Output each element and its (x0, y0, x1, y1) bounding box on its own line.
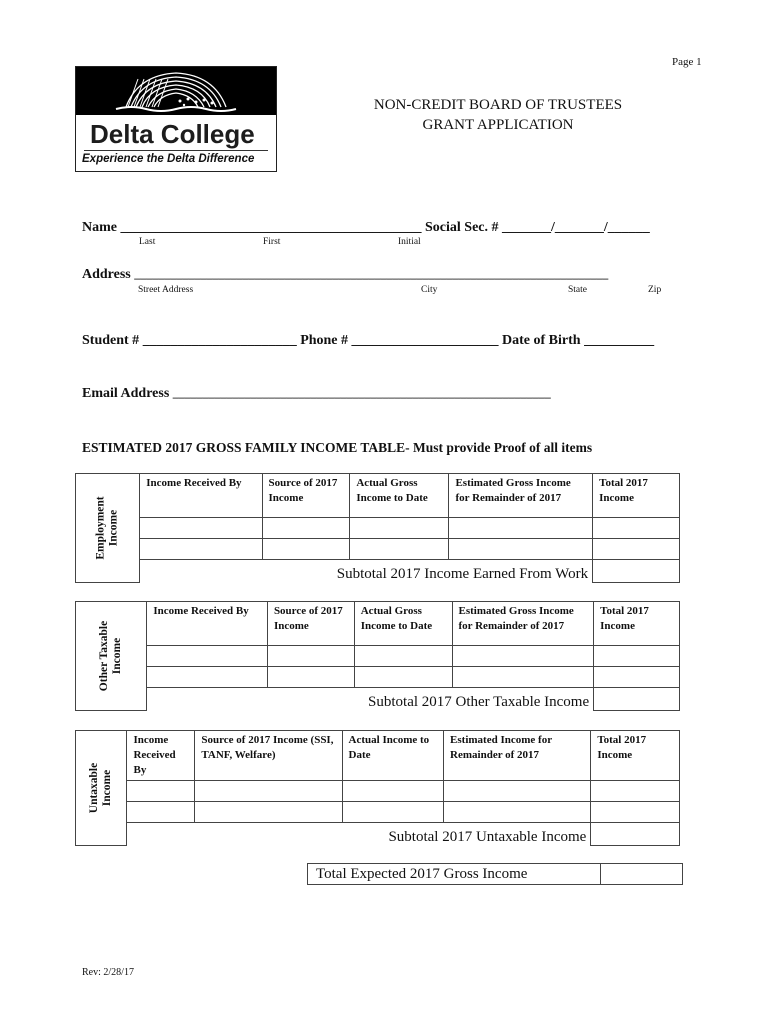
employment-subtotal-label: Subtotal 2017 Income Earned From Work (140, 560, 593, 583)
income-cell[interactable] (354, 646, 452, 667)
phone-label: Phone # (300, 333, 349, 348)
income-cell[interactable] (262, 518, 350, 539)
ssn-field[interactable]: _______/_______/______ (502, 220, 650, 235)
address-label: Address (82, 267, 131, 282)
income-cell[interactable] (449, 539, 593, 560)
untaxable-income-table (75, 730, 680, 846)
employment-side-label: Employment Income (76, 474, 140, 583)
col-income-received-by: Income Received By (147, 602, 268, 646)
col-estimated-income: Estimated Income for Remainder of 2017 (444, 731, 591, 781)
col-income-received-by: Income Received By (127, 731, 195, 781)
col-total: Total 2017 Income (591, 731, 680, 781)
income-cell[interactable] (591, 781, 680, 802)
income-cell[interactable] (591, 802, 680, 823)
col-actual-gross: Actual Gross Income to Date (354, 602, 452, 646)
address-sub-state: State (568, 285, 587, 295)
table-row (76, 781, 680, 802)
col-actual-income: Actual Income to Date (342, 731, 444, 781)
employment-income-table (75, 473, 680, 583)
page-number: Page 1 (672, 56, 702, 68)
email-row (82, 386, 551, 402)
col-estimated-gross: Estimated Gross Income for Remainder of 2017 (449, 474, 593, 518)
fountain-logo-icon (76, 67, 276, 115)
income-cell[interactable] (444, 802, 591, 823)
table-row (76, 646, 680, 667)
address-row (82, 267, 608, 283)
income-cell[interactable] (262, 539, 350, 560)
income-cell[interactable] (593, 518, 680, 539)
income-cell[interactable] (594, 667, 680, 688)
address-field[interactable]: _______________________________________________________________________________ (134, 267, 609, 281)
logo-divider (84, 150, 268, 151)
other-taxable-side-label: Other Taxable Income (76, 602, 147, 711)
form-title (330, 95, 666, 135)
col-total: Total 2017 Income (593, 474, 680, 518)
dob-label: Date of Birth (502, 333, 581, 348)
income-cell[interactable] (452, 646, 594, 667)
name-field[interactable]: ___________________________________________ (120, 220, 422, 235)
address-sub-street: Street Address (138, 285, 194, 295)
name-label: Name (82, 220, 117, 235)
total-gross-income-label: Total Expected 2017 Gross Income (308, 864, 601, 885)
ssn-label: Social Sec. # (425, 220, 499, 235)
phone-field[interactable]: _____________________ (351, 333, 499, 348)
table-row (76, 802, 680, 823)
col-source: Source of 2017 Income (SSI, TANF, Welfare) (195, 731, 342, 781)
untaxable-subtotal-field[interactable] (591, 823, 680, 846)
income-cell[interactable] (147, 646, 268, 667)
address-sub-zip: Zip (648, 285, 662, 295)
income-cell[interactable] (140, 518, 262, 539)
income-cell[interactable] (350, 518, 449, 539)
student-label: Student # (82, 333, 140, 348)
name-sub-first: First (263, 237, 281, 247)
address-sub-city: City (421, 285, 438, 295)
income-cell[interactable] (342, 781, 444, 802)
other-taxable-income-table (75, 601, 680, 711)
total-gross-income-box (307, 863, 683, 885)
revision-date: Rev: 2/28/17 (82, 967, 134, 978)
table-row (76, 539, 680, 560)
income-table-title: ESTIMATED 2017 GROSS FAMILY INCOME TABLE- Must provide Proof of all items (82, 440, 593, 455)
income-cell[interactable] (195, 802, 342, 823)
income-cell[interactable] (127, 802, 195, 823)
income-cell[interactable] (350, 539, 449, 560)
student-row (82, 333, 654, 349)
title-line-2: GRANT APPLICATION (422, 117, 574, 133)
email-field[interactable]: _______________________________________________________________ (172, 386, 551, 400)
col-total: Total 2017 Income (594, 602, 680, 646)
name-sub-initial: Initial (398, 237, 421, 247)
col-estimated-gross: Estimated Gross Income for Remainder of 2017 (452, 602, 594, 646)
income-cell[interactable] (267, 667, 354, 688)
income-cell[interactable] (267, 646, 354, 667)
table-row (76, 667, 680, 688)
employment-subtotal-field[interactable] (593, 560, 680, 583)
col-income-received-by: Income Received By (140, 474, 262, 518)
dob-field[interactable]: __________ (584, 333, 655, 348)
income-cell[interactable] (195, 781, 342, 802)
table-row (76, 518, 680, 539)
logo-name: Delta College (90, 119, 255, 149)
other-taxable-subtotal-label: Subtotal 2017 Other Taxable Income (147, 688, 594, 711)
total-gross-income-field[interactable] (601, 864, 683, 885)
col-actual-gross: Actual Gross Income to Date (350, 474, 449, 518)
name-sub-last: Last (139, 237, 156, 247)
name-row (82, 220, 650, 236)
income-cell[interactable] (342, 802, 444, 823)
delta-college-logo (75, 66, 277, 172)
untaxable-side-label: Untaxable Income (76, 731, 127, 846)
income-cell[interactable] (140, 539, 262, 560)
income-cell[interactable] (594, 646, 680, 667)
col-source: Source of 2017 Income (267, 602, 354, 646)
student-field[interactable]: ______________________ (142, 333, 297, 348)
income-cell[interactable] (593, 539, 680, 560)
logo-tagline: Experience the Delta Difference (82, 153, 255, 165)
col-source: Source of 2017 Income (262, 474, 350, 518)
income-cell[interactable] (354, 667, 452, 688)
title-line-1: NON-CREDIT BOARD OF TRUSTEES (373, 97, 623, 113)
other-taxable-subtotal-field[interactable] (594, 688, 680, 711)
income-cell[interactable] (444, 781, 591, 802)
email-label: Email Address (82, 386, 170, 401)
income-cell[interactable] (147, 667, 268, 688)
income-cell[interactable] (127, 781, 195, 802)
income-cell[interactable] (452, 667, 594, 688)
income-cell[interactable] (449, 518, 593, 539)
untaxable-subtotal-label: Subtotal 2017 Untaxable Income (127, 823, 591, 846)
